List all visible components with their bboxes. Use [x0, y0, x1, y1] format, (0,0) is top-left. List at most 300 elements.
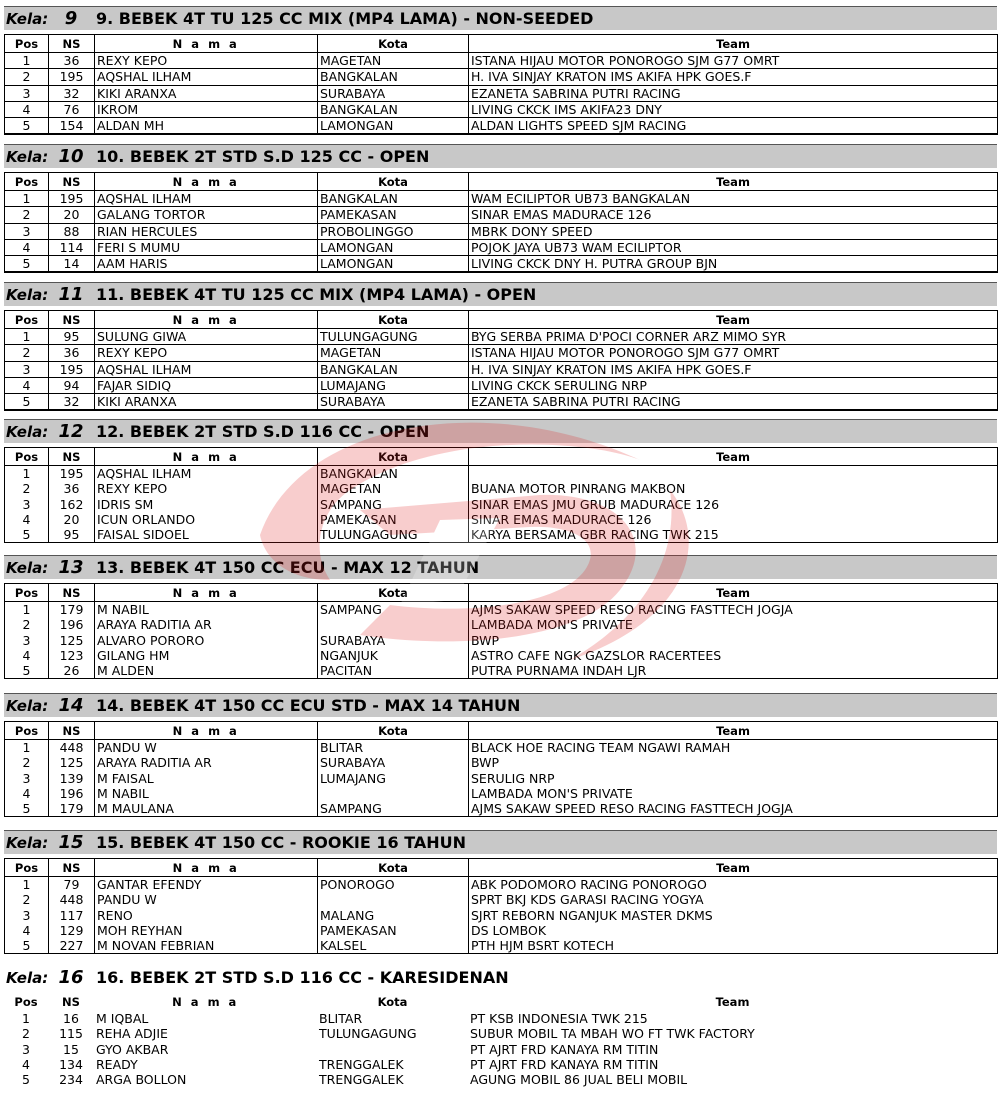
- cell-pos: 2: [5, 617, 49, 632]
- column-header-team: Team: [469, 311, 998, 329]
- cell-team: LIVING CKCK IMS AKIFA23 DNY: [469, 101, 998, 117]
- cell-pos: 2: [5, 755, 49, 770]
- cell-nama: ARAYA RADITIA AR: [95, 617, 318, 632]
- cell-kota: BLITAR: [318, 740, 469, 756]
- cell-nama: READY: [96, 1057, 138, 1073]
- cell-team: AGUNG MOBIL 86 JUAL BELI MOBIL: [470, 1072, 688, 1088]
- class-title: 11. BEBEK 4T TU 125 CC MIX (MP4 LAMA) - OPEN: [96, 285, 537, 304]
- cell-kota: BANGKALAN: [318, 191, 469, 207]
- cell-kota: TULUNGAGUNG: [319, 1026, 417, 1042]
- cell-pos: 2: [5, 892, 49, 907]
- cell-ns: 95: [49, 527, 95, 543]
- cell-ns: 15: [63, 1041, 79, 1057]
- cell-pos: 4: [5, 101, 49, 117]
- cell-kota: SURABAYA: [318, 85, 469, 101]
- cell-team: PT KSB INDONESIA TWK 215: [470, 1011, 648, 1027]
- cell-kota: LAMONGAN: [318, 118, 469, 135]
- results-table: [4, 34, 998, 135]
- cell-nama: M IQBAL: [96, 1011, 149, 1027]
- cell-ns: 76: [49, 101, 95, 117]
- column-header-ns: NS: [49, 584, 95, 602]
- cell-ns: 115: [59, 1026, 83, 1042]
- cell-pos: 5: [5, 118, 49, 135]
- cell-ns: 448: [49, 740, 95, 756]
- cell-ns: 88: [49, 223, 95, 239]
- cell-pos: 5: [5, 256, 49, 273]
- results-table: [4, 993, 997, 1087]
- table-row: [5, 602, 998, 618]
- table-row: [5, 69, 998, 85]
- cell-team: BLACK HOE RACING TEAM NGAWI RAMAH: [469, 740, 998, 756]
- table-row: [5, 85, 998, 101]
- cell-ns: 139: [49, 771, 95, 786]
- cell-ns: 234: [59, 1072, 83, 1088]
- class-title: 9. BEBEK 4T TU 125 CC MIX (MP4 LAMA) - NON-SEEDED: [96, 9, 594, 28]
- cell-team: ASTRO CAFE NGK GAZSLOR RACERTEES: [469, 648, 998, 663]
- cell-kota: SAMPANG: [318, 801, 469, 817]
- cell-team: BUANA MOTOR PINRANG MAKBON: [469, 481, 998, 496]
- cell-pos: 4: [22, 1057, 30, 1073]
- column-header-pos: Pos: [5, 584, 49, 602]
- cell-ns: 196: [49, 617, 95, 632]
- cell-team: SJRT REBORN NGANJUK MASTER DKMS: [469, 908, 998, 923]
- class-label: Kela:: [6, 833, 49, 852]
- class-section: [4, 830, 997, 954]
- cell-pos: 2: [5, 69, 49, 85]
- cell-nama: PANDU W: [95, 740, 318, 756]
- cell-pos: 4: [5, 377, 49, 393]
- table-row: [4, 1057, 997, 1072]
- class-header: [4, 144, 997, 168]
- cell-nama: ALVARO PORORO: [95, 633, 318, 648]
- cell-nama: M NABIL: [95, 602, 318, 618]
- column-header-ns: NS: [49, 173, 95, 191]
- results-table: [4, 721, 998, 817]
- cell-kota: BANGKALAN: [318, 69, 469, 85]
- cell-ns: 94: [49, 377, 95, 393]
- column-header-ns: NS: [62, 995, 80, 1009]
- cell-nama: FAJAR SIDIQ: [95, 377, 318, 393]
- class-title: 15. BEBEK 4T 150 CC - ROOKIE 16 TAHUN: [96, 833, 467, 852]
- class-header: [4, 830, 997, 854]
- class-label: Kela:: [6, 968, 49, 987]
- class-section: [4, 419, 997, 543]
- cell-ns: 117: [49, 908, 95, 923]
- cell-pos: 3: [5, 361, 49, 377]
- table-row: [5, 527, 998, 543]
- cell-nama: MOH REYHAN: [95, 923, 318, 938]
- cell-ns: 32: [49, 85, 95, 101]
- table-row: [5, 345, 998, 361]
- cell-nama: AQSHAL ILHAM: [95, 69, 318, 85]
- cell-nama: M NOVAN FEBRIAN: [95, 938, 318, 954]
- table-row: [5, 771, 998, 786]
- class-title: 16. BEBEK 2T STD S.D 116 CC - KARESIDENAN: [96, 968, 509, 987]
- cell-team: PT AJRT FRD KANAYA RM TITIN: [470, 1057, 659, 1073]
- column-header-nama: N a m a: [95, 35, 318, 53]
- cell-ns: 179: [49, 602, 95, 618]
- table-row: [5, 617, 998, 632]
- table-row: [5, 481, 998, 496]
- table-row: [5, 394, 998, 411]
- class-header: [4, 6, 997, 30]
- column-header-ns: NS: [49, 859, 95, 877]
- class-section: [4, 693, 997, 817]
- cell-nama: GILANG HM: [95, 648, 318, 663]
- cell-nama: REXY KEPO: [95, 345, 318, 361]
- class-header: [4, 282, 997, 306]
- cell-team: MBRK DONY SPEED: [469, 223, 998, 239]
- table-row: [5, 207, 998, 223]
- class-number: 14: [58, 695, 84, 716]
- column-header-team: Team: [469, 448, 998, 466]
- column-header-pos: Pos: [5, 859, 49, 877]
- class-number: 9: [64, 8, 78, 29]
- cell-kota: TRENGGALEK: [319, 1057, 404, 1073]
- cell-team: BWP: [469, 633, 998, 648]
- cell-team: EZANETA SABRINA PUTRI RACING: [469, 394, 998, 411]
- class-header: [4, 419, 997, 443]
- cell-kota: MAGETAN: [318, 53, 469, 69]
- column-header-pos: Pos: [5, 173, 49, 191]
- cell-pos: 3: [5, 85, 49, 101]
- cell-pos: 1: [5, 602, 49, 618]
- cell-team: ABK PODOMORO RACING PONOROGO: [469, 877, 998, 893]
- cell-team: SERULIG NRP: [469, 771, 998, 786]
- cell-nama: M ALDEN: [95, 663, 318, 679]
- cell-ns: 95: [49, 329, 95, 345]
- cell-team: SUBUR MOBIL TA MBAH WO FT TWK FACTORY: [470, 1026, 755, 1042]
- class-title: 13. BEBEK 4T 150 CC ECU - MAX 12 TAHUN: [96, 558, 480, 577]
- cell-pos: 2: [5, 207, 49, 223]
- class-number: 15: [58, 832, 84, 853]
- cell-kota: MAGETAN: [318, 345, 469, 361]
- table-row: [5, 497, 998, 512]
- cell-ns: 20: [49, 512, 95, 527]
- cell-kota: TULUNGAGUNG: [318, 527, 469, 543]
- class-section: [4, 144, 997, 273]
- cell-ns: 79: [49, 877, 95, 893]
- cell-pos: 1: [5, 740, 49, 756]
- cell-pos: 1: [5, 466, 49, 482]
- cell-ns: 36: [49, 53, 95, 69]
- cell-pos: 3: [5, 908, 49, 923]
- cell-team: LIVING CKCK SERULING NRP: [469, 377, 998, 393]
- class-number: 13: [58, 557, 84, 578]
- column-header-nama: N a m a: [95, 173, 318, 191]
- cell-team: EZANETA SABRINA PUTRI RACING: [469, 85, 998, 101]
- cell-pos: 4: [5, 786, 49, 801]
- cell-team: DS LOMBOK: [469, 923, 998, 938]
- cell-pos: 1: [5, 53, 49, 69]
- table-row: [5, 755, 998, 770]
- class-section: [4, 966, 997, 1087]
- table-row: [5, 786, 998, 801]
- table-row: [5, 361, 998, 377]
- table-row: [5, 53, 998, 69]
- cell-nama: IKROM: [95, 101, 318, 117]
- cell-nama: REXY KEPO: [95, 481, 318, 496]
- column-header-nama: N a m a: [172, 995, 239, 1009]
- cell-pos: 1: [5, 191, 49, 207]
- column-header-ns: NS: [49, 448, 95, 466]
- cell-kota: PACITAN: [318, 663, 469, 679]
- cell-team: SPRT BKJ KDS GARASI RACING YOGYA: [469, 892, 998, 907]
- table-row: [5, 908, 998, 923]
- cell-kota: TRENGGALEK: [319, 1072, 404, 1088]
- table-row: [5, 512, 998, 527]
- table-row: [5, 633, 998, 648]
- cell-kota: TULUNGAGUNG: [318, 329, 469, 345]
- table-row: [5, 801, 998, 817]
- cell-nama: ALDAN MH: [95, 118, 318, 135]
- cell-ns: 32: [49, 394, 95, 411]
- column-header-kota: Kota: [318, 35, 469, 53]
- class-header: [4, 966, 997, 989]
- cell-kota: NGANJUK: [318, 648, 469, 663]
- cell-nama: IDRIS SM: [95, 497, 318, 512]
- class-header: [4, 693, 997, 717]
- cell-ns: 162: [49, 497, 95, 512]
- cell-team: AJMS SAKAW SPEED RESO RACING FASTTECH JOGJA: [469, 602, 998, 618]
- column-header-kota: Kota: [318, 448, 469, 466]
- cell-pos: 1: [5, 329, 49, 345]
- cell-team: BWP: [469, 755, 998, 770]
- cell-ns: 123: [49, 648, 95, 663]
- column-header-team: Team: [469, 173, 998, 191]
- cell-nama: ARGA BOLLON: [96, 1072, 187, 1088]
- table-row: [5, 239, 998, 255]
- table-row: [5, 377, 998, 393]
- cell-team: ALDAN LIGHTS SPEED SJM RACING: [469, 118, 998, 135]
- cell-team: SINAR EMAS JMU GRUB MADURACE 126: [469, 497, 998, 512]
- cell-pos: 4: [5, 648, 49, 663]
- class-number: 12: [58, 421, 84, 442]
- cell-pos: 2: [5, 481, 49, 496]
- cell-pos: 5: [5, 938, 49, 954]
- cell-kota: PAMEKASAN: [318, 512, 469, 527]
- cell-team: SINAR EMAS MADURACE 126: [469, 512, 998, 527]
- cell-pos: 3: [5, 771, 49, 786]
- class-number: 10: [58, 146, 84, 167]
- column-header-pos: Pos: [5, 448, 49, 466]
- cell-nama: GANTAR EFENDY: [95, 877, 318, 893]
- cell-nama: GYO AKBAR: [96, 1041, 169, 1057]
- cell-nama: REHA ADJIE: [96, 1026, 168, 1042]
- cell-team: H. IVA SINJAY KRATON IMS AKIFA HPK GOES.F: [469, 361, 998, 377]
- cell-nama: FERI S MUMU: [95, 239, 318, 255]
- table-row: [5, 740, 998, 756]
- cell-team: KARYA BERSAMA GBR RACING TWK 215: [469, 527, 998, 543]
- column-header-nama: N a m a: [95, 584, 318, 602]
- cell-nama: SULUNG GIWA: [95, 329, 318, 345]
- column-header-ns: NS: [49, 35, 95, 53]
- column-header-team: Team: [469, 35, 998, 53]
- column-header-pos: Pos: [5, 722, 49, 740]
- cell-team: PTH HJM BSRT KOTECH: [469, 938, 998, 954]
- cell-kota: SURABAYA: [318, 755, 469, 770]
- cell-team: AJMS SAKAW SPEED RESO RACING FASTTECH JOGJA: [469, 801, 998, 817]
- class-section: [4, 6, 997, 135]
- cell-pos: 5: [22, 1072, 30, 1088]
- class-label: Kela:: [6, 147, 49, 166]
- cell-team: LAMBADA MON'S PRIVATE: [469, 786, 998, 801]
- cell-nama: AQSHAL ILHAM: [95, 191, 318, 207]
- table-row: [5, 877, 998, 893]
- table-row: [4, 1042, 997, 1057]
- table-row: [5, 466, 998, 482]
- cell-kota: [318, 892, 469, 907]
- cell-team: POJOK JAYA UB73 WAM ECILIPTOR: [469, 239, 998, 255]
- results-table: [4, 172, 998, 273]
- table-row: [5, 938, 998, 954]
- column-header-ns: NS: [49, 311, 95, 329]
- class-label: Kela:: [6, 696, 49, 715]
- column-header-pos: Pos: [5, 35, 49, 53]
- column-header-kota: Kota: [318, 584, 469, 602]
- cell-team: H. IVA SINJAY KRATON IMS AKIFA HPK GOES.F: [469, 69, 998, 85]
- table-row: [5, 223, 998, 239]
- cell-ns: 195: [49, 191, 95, 207]
- table-row: [5, 101, 998, 117]
- cell-pos: 5: [5, 394, 49, 411]
- cell-ns: 125: [49, 755, 95, 770]
- cell-pos: 2: [5, 345, 49, 361]
- cell-kota: [317, 1042, 468, 1057]
- column-header-kota: Kota: [318, 859, 469, 877]
- table-row: [4, 1072, 997, 1087]
- column-header-team: Team: [715, 995, 750, 1009]
- cell-kota: SURABAYA: [318, 394, 469, 411]
- cell-ns: 195: [49, 69, 95, 85]
- column-header-kota: Kota: [318, 173, 469, 191]
- class-header: [4, 555, 997, 579]
- table-row: [5, 191, 998, 207]
- cell-nama: REXY KEPO: [95, 53, 318, 69]
- class-number: 16: [58, 967, 84, 988]
- cell-kota: LAMONGAN: [318, 256, 469, 273]
- cell-nama: ARAYA RADITIA AR: [95, 755, 318, 770]
- cell-kota: SAMPANG: [318, 497, 469, 512]
- cell-team: LIVING CKCK DNY H. PUTRA GROUP BJN: [469, 256, 998, 273]
- cell-team: PUTRA PURNAMA INDAH LJR: [469, 663, 998, 679]
- cell-nama: GALANG TORTOR: [95, 207, 318, 223]
- class-label: Kela:: [6, 558, 49, 577]
- results-table: [4, 447, 998, 543]
- column-header-team: Team: [469, 722, 998, 740]
- table-row: [5, 892, 998, 907]
- column-header-nama: N a m a: [95, 311, 318, 329]
- cell-pos: 3: [5, 223, 49, 239]
- cell-kota: BLITAR: [319, 1011, 363, 1027]
- class-title: 10. BEBEK 2T STD S.D 125 CC - OPEN: [96, 147, 430, 166]
- cell-nama: KIKI ARANXA: [95, 394, 318, 411]
- class-label: Kela:: [6, 285, 49, 304]
- cell-team: WAM ECILIPTOR UB73 BANGKALAN: [469, 191, 998, 207]
- cell-ns: 196: [49, 786, 95, 801]
- column-header-nama: N a m a: [95, 722, 318, 740]
- cell-kota: BANGKALAN: [318, 466, 469, 482]
- cell-team: ISTANA HIJAU MOTOR PONOROGO SJM G77 OMRT: [469, 345, 998, 361]
- cell-team: SINAR EMAS MADURACE 126: [469, 207, 998, 223]
- cell-ns: 36: [49, 345, 95, 361]
- cell-kota: MAGETAN: [318, 481, 469, 496]
- cell-nama: RENO: [95, 908, 318, 923]
- cell-nama: M NABIL: [95, 786, 318, 801]
- cell-kota: LUMAJANG: [318, 771, 469, 786]
- column-header-ns: NS: [49, 722, 95, 740]
- cell-pos: 1: [22, 1011, 30, 1027]
- cell-ns: 26: [49, 663, 95, 679]
- cell-kota: PAMEKASAN: [318, 923, 469, 938]
- cell-team: ISTANA HIJAU MOTOR PONOROGO SJM G77 OMRT: [469, 53, 998, 69]
- results-table: [4, 858, 998, 954]
- cell-kota: [318, 617, 469, 632]
- cell-kota: [318, 786, 469, 801]
- cell-nama: RIAN HERCULES: [95, 223, 318, 239]
- table-row: [5, 663, 998, 679]
- column-header-team: Team: [469, 584, 998, 602]
- cell-team: [469, 466, 998, 482]
- cell-nama: AQSHAL ILHAM: [95, 466, 318, 482]
- table-row: [5, 256, 998, 273]
- cell-pos: 4: [5, 923, 49, 938]
- cell-ns: 125: [49, 633, 95, 648]
- cell-nama: FAISAL SIDOEL: [95, 527, 318, 543]
- cell-kota: KALSEL: [318, 938, 469, 954]
- cell-team: BYG SERBA PRIMA D'POCI CORNER ARZ MIMO SYR: [469, 329, 998, 345]
- cell-nama: AQSHAL ILHAM: [95, 361, 318, 377]
- table-row: [5, 648, 998, 663]
- cell-pos: 5: [5, 801, 49, 817]
- cell-nama: AAM HARIS: [95, 256, 318, 273]
- class-number: 11: [58, 284, 84, 305]
- class-title: 14. BEBEK 4T 150 CC ECU STD - MAX 14 TAHUN: [96, 696, 521, 715]
- column-header-pos: Pos: [5, 311, 49, 329]
- cell-pos: 5: [5, 527, 49, 543]
- cell-nama: M FAISAL: [95, 771, 318, 786]
- cell-pos: 5: [5, 663, 49, 679]
- cell-team: PT AJRT FRD KANAYA RM TITIN: [470, 1041, 659, 1057]
- cell-ns: 227: [49, 938, 95, 954]
- column-header-kota: Kota: [318, 722, 469, 740]
- column-header-kota: Kota: [377, 995, 408, 1009]
- results-table: [4, 583, 998, 679]
- cell-kota: BANGKALAN: [318, 361, 469, 377]
- cell-kota: MALANG: [318, 908, 469, 923]
- class-title: 12. BEBEK 2T STD S.D 116 CC - OPEN: [96, 422, 430, 441]
- cell-kota: PONOROGO: [318, 877, 469, 893]
- table-row: [5, 923, 998, 938]
- cell-ns: 36: [49, 481, 95, 496]
- cell-pos: 3: [5, 633, 49, 648]
- table-row: [4, 1011, 997, 1026]
- cell-ns: 195: [49, 466, 95, 482]
- cell-ns: 114: [49, 239, 95, 255]
- cell-kota: LAMONGAN: [318, 239, 469, 255]
- table-row: [5, 118, 998, 135]
- cell-ns: 154: [49, 118, 95, 135]
- cell-team: LAMBADA MON'S PRIVATE: [469, 617, 998, 632]
- column-header-kota: Kota: [318, 311, 469, 329]
- cell-kota: BANGKALAN: [318, 101, 469, 117]
- cell-ns: 448: [49, 892, 95, 907]
- cell-ns: 20: [49, 207, 95, 223]
- cell-ns: 16: [63, 1011, 79, 1027]
- class-section: [4, 282, 997, 411]
- cell-kota: SURABAYA: [318, 633, 469, 648]
- cell-kota: SAMPANG: [318, 602, 469, 618]
